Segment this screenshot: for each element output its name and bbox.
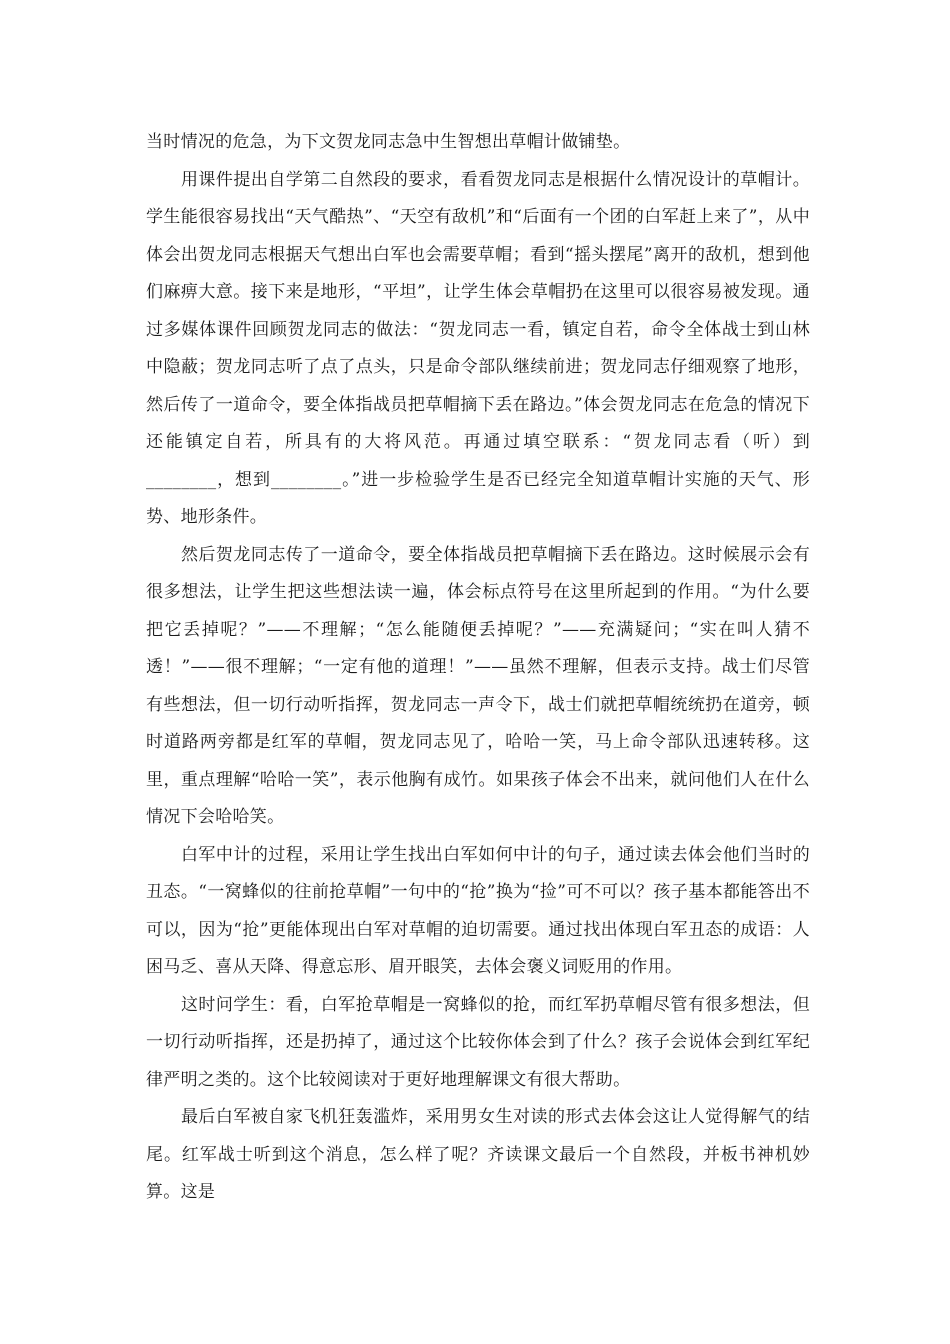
paragraph-3: 然后贺龙同志传了一道命令，要全体指战员把草帽摘下丢在路边。这时候展示会有很多想法，让学生把这些想法读一遍，体会标点符号在这里所起到的作用。“为什么要把它丢掉呢？”——不理解；“怎么能随便丢掉呢？”——充满疑问；“实在叫人猜不透！”——很不理解；“一定有他的道理！”——虽然不理解，但表示支持。战士们尽管有些想法，但一切行动听指挥，贺龙同志一声令下，战士们就把草帽统统扔在道旁，顿时道路两旁都是红军的草帽，贺龙同志见了，哈哈一笑，马上命令部队迅速转移。这里，重点理解“哈哈一笑”，表示他胸有成竹。如果孩子体会不出来，就问他们人在什么情况下会哈哈笑。 [146, 544, 810, 827]
document-body [146, 124, 810, 1212]
paragraph-5: 这时问学生：看，白军抢草帽是一窝蜂似的抢，而红军扔草帽尽管有很多想法，但一切行动听指挥，还是扔掉了，通过这个比较你体会到了什么？孩子会说体会到红军纪律严明之类的。这个比较阅读对于更好地理解课文有很大帮助。 [146, 994, 810, 1090]
paragraph-6: 最后白军被自家飞机狂轰滥炸，采用男女生对读的形式去体会这让人觉得解气的结尾。红军战士听到这个消息，怎么样了呢？齐读课文最后一个自然段，并板书神机妙算。这是 [146, 1107, 810, 1202]
paragraph-1: 当时情况的危急，为下文贺龙同志急中生智想出草帽计做铺垫。 [146, 132, 631, 152]
paragraph-2: 用课件提出自学第二自然段的要求，看看贺龙同志是根据什么情况设计的草帽计。学生能很容易找出“天气酷热”、“天空有敌机”和“后面有一个团的白军赶上来了”，从中体会出贺龙同志根据天气想出白军也会需要草帽；看到“摇头摆尾”离开的敌机，想到他们麻痹大意。接下来是地形，“平坦”，让学生体会草帽扔在这里可以很容易被发现。通过多媒体课件回顾贺龙同志的做法：“贺龙同志一看，镇定自若，命令全体战士到山林中隐蔽；贺龙同志听了点了点头，只是命令部队继续前进；贺龙同志仔细观察了地形，然后传了一道命令，要全体指战员把草帽摘下丢在路边。”体会贺龙同志在危急的情况下还能镇定自若，所具有的大将风范。再通过填空联系：“贺龙同志看（听）到________，想到________。”进一步检验学生是否已经完全知道草帽计实施的天气、形势、地形条件。 [146, 169, 810, 527]
paragraph-4: 白军中计的过程，采用让学生找出白军如何中计的句子，通过读去体会他们当时的丑态。“一窝蜂似的往前抢草帽”一句中的“抢”换为“捡”可不可以？孩子基本都能答出不可以，因为“抢”更能体现出白军对草帽的迫切需要。通过找出体现白军丑态的成语：人困马乏、喜从天降、得意忘形、眉开眼笑，去体会褒义词贬用的作用。 [146, 844, 810, 977]
